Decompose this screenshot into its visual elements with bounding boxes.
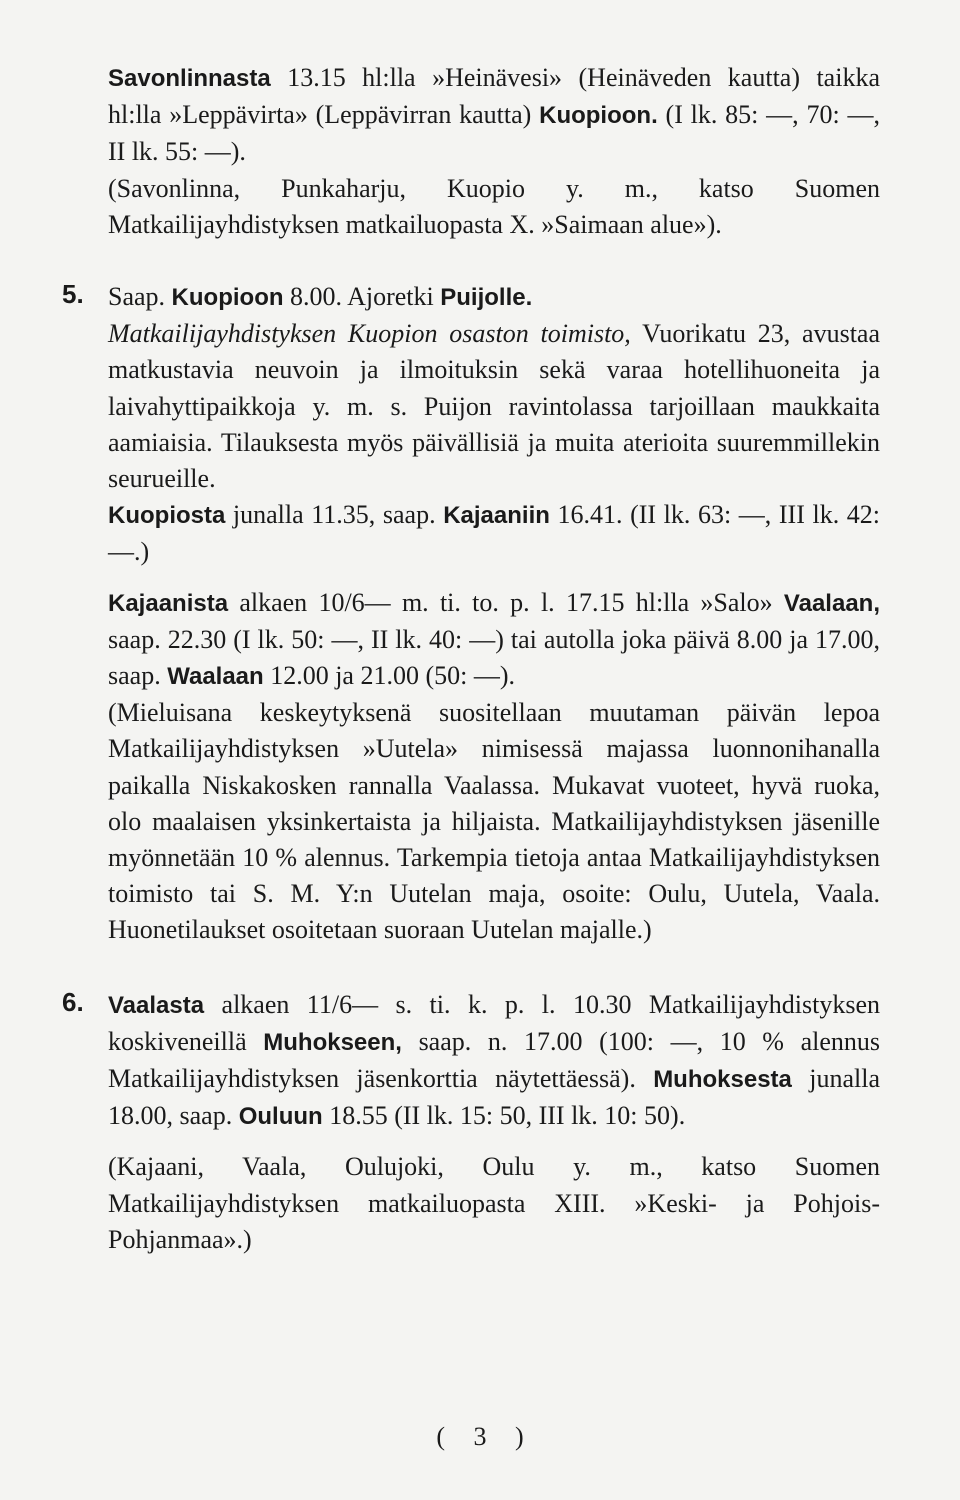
paragraph xyxy=(108,1149,880,1258)
bold-place-name: Vaalaan, xyxy=(783,589,880,617)
text-run: 18.55 (II lk. 15: 50, III lk. 10: 50). xyxy=(322,1101,686,1131)
text-run: (Mieluisana keskeytyksenä suositellaan muutaman päivän lepoa Matkailijayhdistyksen »Uutela» nimisessä majassa luonnonihanalla paikalla Niskakosken rannalla Vaalassa. Mukavat vuoteet, hyvä ruoka, olo maalaisen yksinkertaista ja hiljaista. Matkailijayhdistyksen jäsenille myönnetään 10 % alennus. Tarkempia tietoja antaa Matkailijayhdistyksen toimisto tai S. M. Y:n Uutelan maja, osoite: Oulu, Uutela, Vaala. Huonetilaukset osoitetaan suoraan Uutelan majalle.) xyxy=(108,698,880,945)
text-run: 16.41. (II lk. 63: —, III lk. 42: —.) xyxy=(108,500,881,567)
page-body xyxy=(62,60,881,1258)
text-run: junalla 11.35, saap. xyxy=(225,500,444,530)
text-run: junalla 18.00, saap. xyxy=(108,1064,880,1131)
bold-place-name: Waalaan xyxy=(167,663,264,691)
paragraph xyxy=(108,585,880,696)
bold-place-name: Ouluun xyxy=(238,1103,323,1131)
bold-place-name: Vaalasta xyxy=(108,991,205,1019)
bold-place-name: Muhokseen, xyxy=(263,1028,402,1056)
bold-place-name: Savonlinnasta xyxy=(108,65,271,92)
text-run: 13.15 hl:lla »Heinävesi» (Heinäveden kautta) taikka hl:lla »Leppävirta» (Leppävirran kautta) xyxy=(108,63,880,130)
text-run: Saap. xyxy=(108,282,172,312)
bold-place-name: Kuopioon. xyxy=(539,102,658,130)
section-number: 6. xyxy=(62,986,84,1017)
paragraph xyxy=(108,987,880,1136)
bold-place-name: Kajaanista xyxy=(108,589,229,617)
section-sec5 xyxy=(62,279,881,949)
page-number: ( 3 ) xyxy=(436,1422,524,1451)
section-savonlinna xyxy=(108,60,880,243)
text-run: (Kajaani, Vaala, Oulujoki, Oulu y. m., katso Suomen Matkailijayhdistyksen matkailuopasta XIII. »Keski- ja Pohjois-Pohjanmaa».) xyxy=(108,1152,880,1254)
text-run: saap. n. 17.00 (100: —, 10 % alennus Matkailijayhdistyksen jäsenkorttia näytettäessä). xyxy=(108,1026,880,1094)
bold-place-name: Kuopioon xyxy=(171,284,284,312)
bold-place-name: Puijolle. xyxy=(440,284,533,312)
bold-place-name: Muhoksesta xyxy=(653,1066,792,1094)
text-run: 8.00. Ajoretki xyxy=(283,282,441,312)
bold-place-name: Kuopiosta xyxy=(108,502,226,530)
paragraph xyxy=(108,316,880,497)
paragraph xyxy=(108,695,880,948)
bold-place-name: Kajaaniin xyxy=(443,502,550,530)
paragraph xyxy=(108,60,880,171)
section-number: 5. xyxy=(62,279,84,310)
paragraph xyxy=(108,171,880,243)
text-run: (I lk. 85: —, 70: —, II lk. 55: —). xyxy=(108,100,880,167)
text-run: (Savonlinna, Punkaharju, Kuopio y. m., katso Suomen Matkailijayhdistyksen matkailuopasta X. »Saimaan alue»). xyxy=(108,173,880,239)
text-run: saap. 22.30 (I lk. 50: —, II lk. 40: —) tai autolla joka päivä 8.00 ja 17.00, saap. xyxy=(108,624,880,691)
text-run: alkaen 10/6— m. ti. to. p. l. 17.15 hl:lla »Salo» xyxy=(228,587,784,617)
text-run: alkaen 11/6— s. ti. k. p. l. 10.30 Matkailijayhdistyksen koskiveneillä xyxy=(108,989,880,1056)
text-run: Matkailijayhdistyksen Kuopion osaston toimisto, xyxy=(108,319,631,349)
section-sec6 xyxy=(62,986,880,1258)
paragraph xyxy=(108,497,880,570)
text-run: Vuorikatu 23, avustaa matkustavia neuvoin ja ilmoituksin sekä varaa hotellihuoneita ja laivahyttipaikkoja y. m. s. Puijon ravintolassa tarjoillaan maukkaita aamiaisia. Tilauksesta myös päivällisiä ja muita aterioita suuremmillekin seurueille. xyxy=(108,319,880,494)
paragraph xyxy=(108,279,880,316)
text-run: 12.00 ja 21.00 (50: —). xyxy=(263,661,515,691)
